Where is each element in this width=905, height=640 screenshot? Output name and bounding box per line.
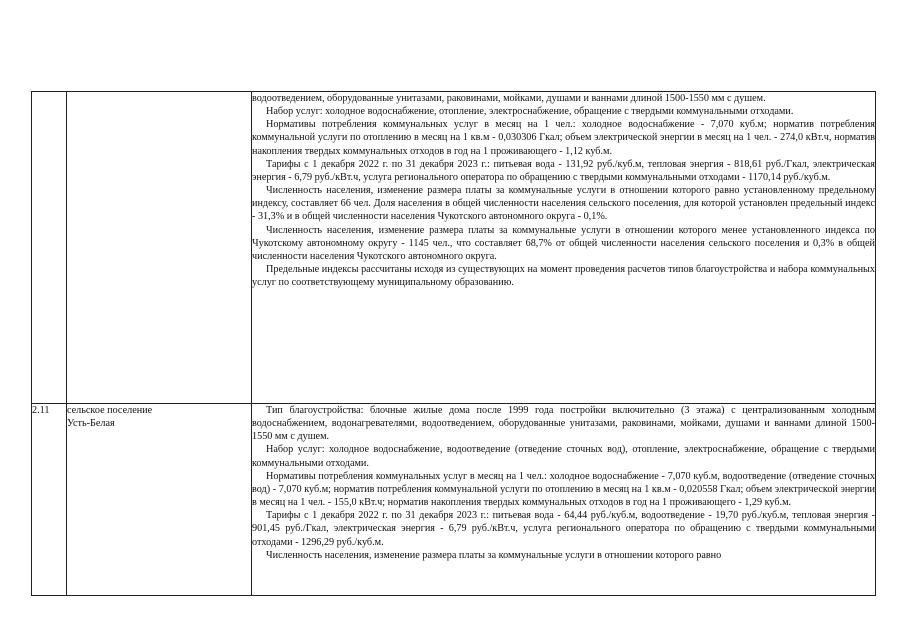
description-paragraph: Численность населения, изменение размера платы за коммунальные услуги в отношении которого равно установленному предельному индексу, составляет 66 чел. Доля населения в общей численности населения сельского поселения, для которой установлен предельный индекс - 31,3% и в общей численности населения Чукотского автономного округа - 0,1%.	[252, 185, 875, 223]
description-paragraph: Предельные индексы рассчитаны исходя из существующих на момент проведения расчетов типов благоустройства и набора коммунальных услуг по соответствующему муниципальному образованию.	[252, 264, 875, 289]
description-paragraph: Численность населения, изменение размера платы за коммунальные услуги в отношении которого равно	[266, 549, 722, 561]
table-row	[32, 404, 876, 596]
description-paragraph: водоотведением, оборудованные унитазами, раковинами, мойками, душами и ваннами длиной 1500-1550 мм с душем.	[252, 93, 766, 104]
description-paragraph: Тарифы с 1 декабря 2022 г. по 31 декабря 2023 г.: питьевая вода - 64,44 руб./куб.м, водоотведение - 19,70 руб./куб.м, тепловая энергия - 901,45 руб./Гкал, электрическая энергия - 6,79 руб./кВт.ч, услуга регионального оператора по обращению с твердыми коммунальными отходами - 1296,29 руб./куб.м.	[252, 510, 875, 548]
municipality-name-cell	[67, 92, 252, 404]
municipality-type: сельское поселение	[67, 405, 153, 416]
description-paragraph: Тип благоустройства: блочные жилые дома после 1999 года постройки включительно (3 этажа) с централизованным холодным водоснабжением, водонагревателями, водоотведением, оборудованные унитазами, раковинами, мойками, душами и ваннами длиной 1500-1550 мм с душем.	[252, 405, 875, 443]
row-number-cell	[32, 92, 67, 404]
municipality-name: Усть-Белая	[67, 418, 115, 430]
tariff-table	[31, 91, 876, 596]
row-number-cell: 2.11	[32, 404, 67, 596]
description-cell	[252, 404, 876, 596]
description-paragraph: Нормативы потребления коммунальных услуг в месяц на 1 чел.: холодное водоснабжение - 7,070 куб.м; норматив потребления коммунальной услуги по отоплению в месяц на 1 кв.м - 0,030306 Гкал; объем электрической энергии в месяц на 1 чел. - 274,0 кВт.ч, норматив накопления твердых коммунальных отходов в год на 1 проживающего - 1,12 куб.м.	[252, 119, 875, 157]
municipality-name-cell	[67, 404, 252, 596]
description-paragraph: Нормативы потребления коммунальных услуг в месяц на 1 чел.: холодное водоснабжение - 7,070 куб.м, водоотведение (отведение сточных вод) - 7,070 куб.м; норматив потребления коммунальной услуги по отоплению в месяц на 1 кв.м - 0,020558 Гкал; объем электрической энергии в месяц на 1 чел. - 155,0 кВт.ч; норматив накопления твердых коммунальных отходов в год на 1 проживающего - 1,29 куб.м.	[252, 470, 875, 509]
description-paragraph: Набор услуг: холодное водоснабжение, водоотведение (отведение сточных вод), отопление, электроснабжение, обращение с твердыми коммунальными отходами.	[252, 444, 875, 469]
description-paragraph: Тарифы с 1 декабря 2022 г. по 31 декабря 2023 г.: питьевая вода - 131,92 руб./куб.м, тепловая энергия - 818,61 руб./Гкал, электрическая энергия - 6,79 руб./кВт.ч, услуга регионального оператора по обращению с твердыми коммунальными отходами - 1170,14 руб./куб.м.	[252, 158, 875, 183]
description-paragraph: Набор услуг: холодное водоснабжение, отопление, электроснабжение, обращение с твердыми коммунальными отходами.	[266, 106, 794, 118]
description-cell	[252, 92, 876, 404]
description-paragraph: Численность населения, изменение размера платы за коммунальные услуги в отношении которого менее установленного индекса по Чукотскому автономному округу - 1145 чел., что составляет 68,7% от общей численности населения сельского поселения и 0,3% в общей численности населения Чукотского автономного округа.	[252, 224, 875, 262]
table-row	[32, 92, 876, 404]
